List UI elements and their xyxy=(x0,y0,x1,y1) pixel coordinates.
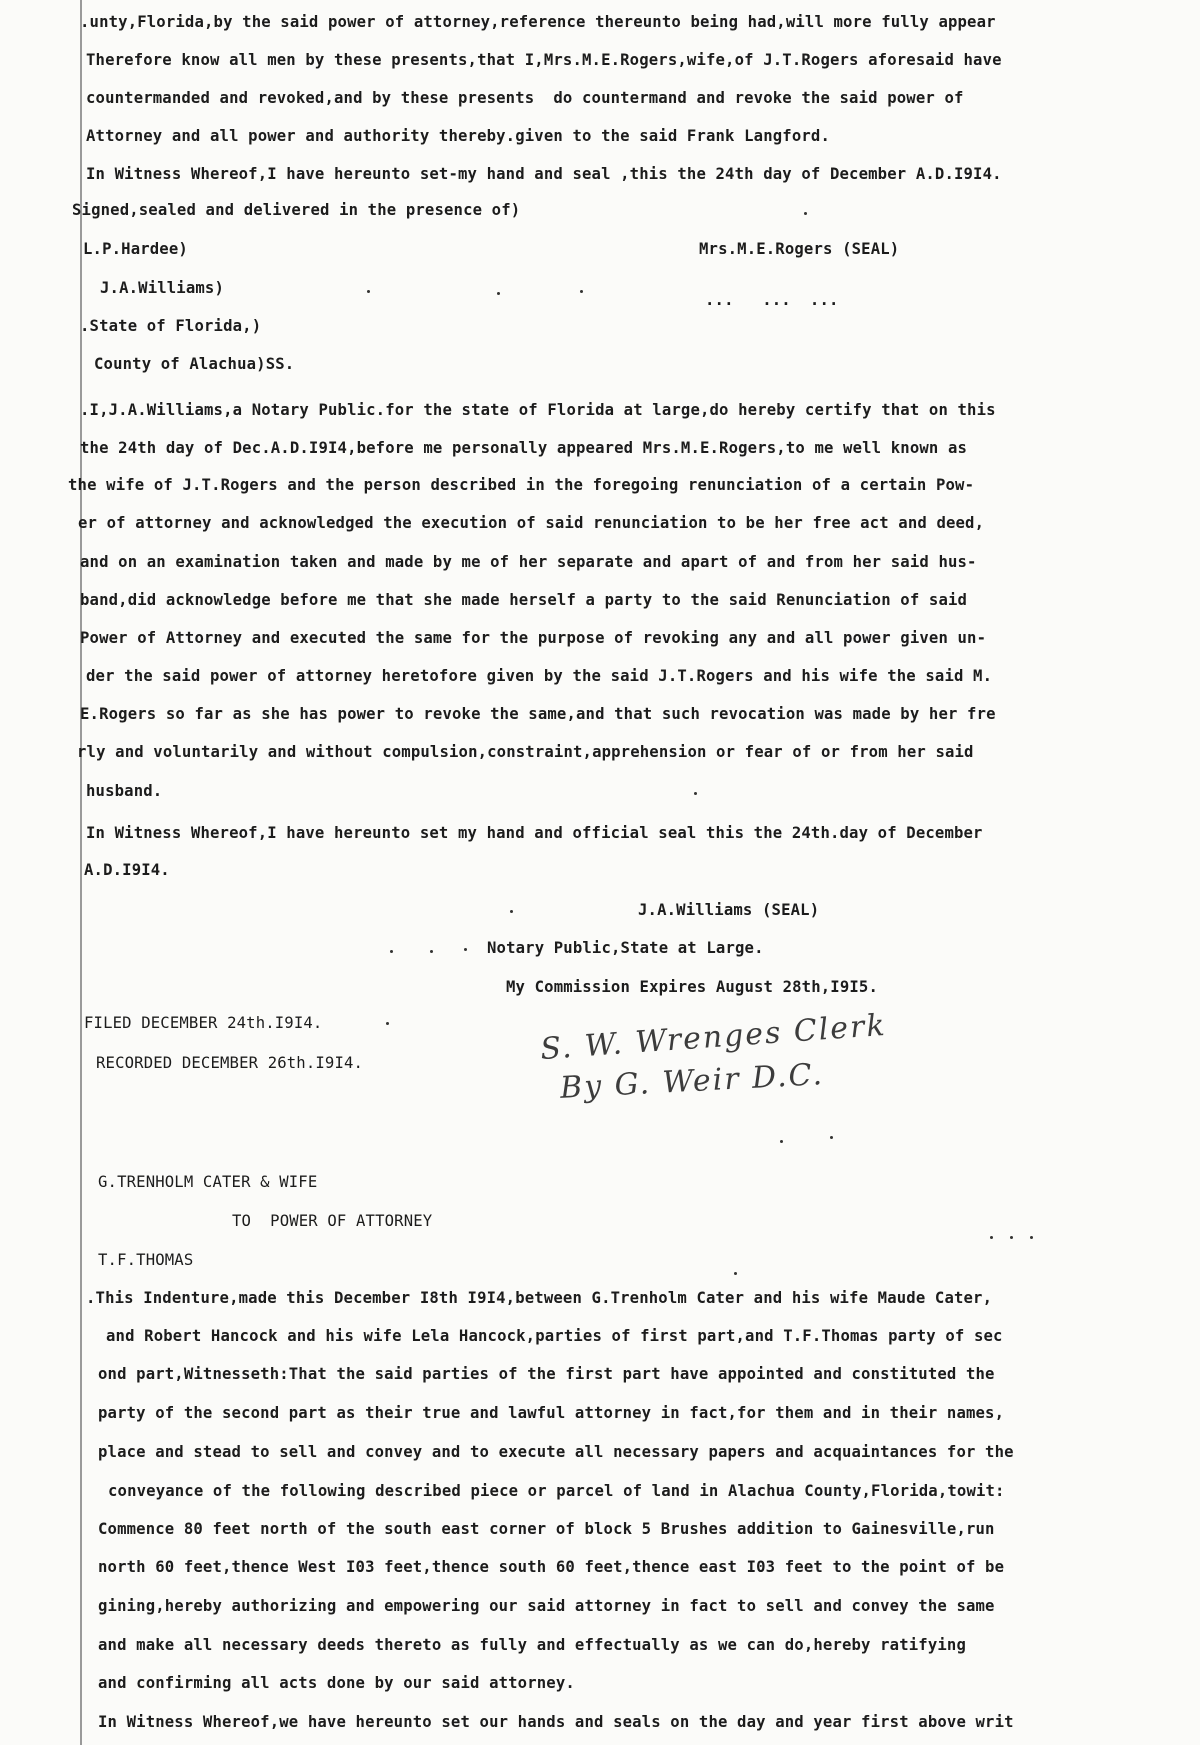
acknowledgment-line-8: der the said power of attorney heretofore given by the said J.T.Rogers and his wife the said M. xyxy=(86,667,993,685)
ink-speck xyxy=(1010,1236,1013,1239)
indenture-line-8: north 60 feet,thence West I03 feet,thence south 60 feet,thence east I03 feet to the point of be xyxy=(98,1558,1005,1576)
ink-speck xyxy=(386,1022,389,1025)
ink-speck xyxy=(367,290,370,293)
indenture-line-3: ond part,Witnesseth:That the said parties of the first part have appointed and constituted the xyxy=(98,1365,995,1383)
ink-speck xyxy=(780,1140,783,1143)
ink-speck xyxy=(390,950,393,953)
acknowledgment-line-4: er of attorney and acknowledged the execution of said renunciation to be her free act and deed, xyxy=(78,514,985,532)
grantee-heading: T.F.THOMAS xyxy=(98,1251,194,1269)
recorded-stamp: RECORDED DECEMBER 26th.I9I4. xyxy=(96,1054,364,1072)
acknowledgment-line-5: and on an examination taken and made by me of her separate and apart of and from her said hus- xyxy=(80,553,977,571)
acknowledgment-witness-clause: In Witness Whereof,I have hereunto set my hand and official seal this the 24th.day of December xyxy=(86,824,983,842)
acknowledgment-line-9: E.Rogers so far as she has power to revoke the same,and that such revocation was made by her fre xyxy=(80,705,996,723)
ink-speck xyxy=(464,948,467,951)
indenture-line-9: gining,hereby authorizing and empowering our said attorney in fact to sell and convey the same xyxy=(98,1597,995,1615)
acknowledgment-witness-date: A.D.I9I4. xyxy=(84,861,170,879)
indenture-line-11: and confirming all acts done by our said attorney. xyxy=(98,1674,575,1692)
indenture-line-5: place and stead to sell and convey and to execute all necessary papers and acquaintances for the xyxy=(98,1443,1014,1461)
ink-speck xyxy=(430,950,433,953)
revocation-line-3: countermanded and revoked,and by these presents do countermand and revoke the said power of xyxy=(86,89,964,107)
revocation-signature: Mrs.M.E.Rogers (SEAL) xyxy=(699,240,900,258)
revocation-presence-line: Signed,sealed and delivered in the presence of) xyxy=(72,201,521,219)
deputy-clerk-signature: By G. Weir D.C. xyxy=(559,1057,825,1106)
notary-signature: J.A.Williams (SEAL) xyxy=(638,901,820,919)
acknowledgment-line-2: the 24th day of Dec.A.D.I9I4,before me personally appeared Mrs.M.E.Rogers,to me well known as xyxy=(80,439,968,457)
clerk-signature: S. W. Wrenges Clerk xyxy=(539,1007,888,1068)
acknowledgment-line-1: .I,J.A.Williams,a Notary Public.for the state of Florida at large,do hereby certify that on this xyxy=(80,401,996,419)
ink-speck xyxy=(694,792,697,795)
filed-stamp: FILED DECEMBER 24th.I9I4. xyxy=(84,1014,323,1032)
notary-title: Notary Public,State at Large. xyxy=(487,939,764,957)
acknowledgment-line-6: band,did acknowledge before me that she made herself a party to the said Renunciation of said xyxy=(80,591,968,609)
ink-speck xyxy=(804,212,807,215)
indenture-line-4: party of the second part as their true and lawful attorney in fact,for them and in their names, xyxy=(98,1404,1005,1422)
ink-speck xyxy=(497,292,500,295)
ink-speck xyxy=(1030,1236,1033,1239)
revocation-line-4: Attorney and all power and authority thereby.given to the said Frank Langford. xyxy=(86,127,830,145)
notary-commission: My Commission Expires August 28th,I9I5. xyxy=(506,978,878,996)
ink-speck xyxy=(734,1272,737,1275)
indenture-line-1: .This Indenture,made this December I8th I9I4,between G.Trenholm Cater and his wife Maude Cater, xyxy=(86,1289,993,1307)
ink-speck xyxy=(510,910,513,913)
acknowledgment-line-3: the wife of J.T.Rogers and the person described in the foregoing renunciation of a certain Pow- xyxy=(68,476,975,494)
acknowledgment-line-7: Power of Attorney and executed the same for the purpose of revoking any and all power given un- xyxy=(80,629,987,647)
indenture-line-2: and Robert Hancock and his wife Lela Hancock,parties of first part,and T.F.Thomas party of sec xyxy=(106,1327,1003,1345)
revocation-witness-2: J.A.Williams) xyxy=(100,279,224,297)
revocation-line-2: Therefore know all men by these presents,that I,Mrs.M.E.Rogers,wife,of J.T.Rogers aforesaid have xyxy=(86,51,1002,69)
ink-speck xyxy=(580,290,583,293)
instrument-type-heading: TO POWER OF ATTORNEY xyxy=(232,1212,433,1230)
revocation-witness-clause: In Witness Whereof,I have hereunto set-my hand and seal ,this the 24th day of December A.D.I9I4. xyxy=(86,165,1002,183)
indenture-line-10: and make all necessary deeds thereto as fully and effectually as we can do,hereby ratifying xyxy=(98,1636,966,1654)
acknowledgment-line-10: rly and voluntarily and without compulsion,constraint,apprehension or fear of or from her said xyxy=(77,743,974,761)
venue-county: County of Alachua)SS. xyxy=(94,355,295,373)
indenture-line-6: conveyance of the following described piece or parcel of land in Alachua County,Florida,towit: xyxy=(108,1482,1005,1500)
grantor-heading: G.TRENHOLM CATER & WIFE xyxy=(98,1173,318,1191)
acknowledgment-line-11: husband. xyxy=(86,782,163,800)
page-margin-rule xyxy=(80,0,82,1745)
indenture-line-7: Commence 80 feet north of the south east corner of block 5 Brushes addition to Gainesville,run xyxy=(98,1520,995,1538)
venue-state: .State of Florida,) xyxy=(80,317,262,335)
indenture-line-12: In Witness Whereof,we have hereunto set our hands and seals on the day and year first above writ xyxy=(98,1713,1014,1731)
revocation-signature-dots: ... ... ... xyxy=(705,291,839,309)
revocation-witness-1: L.P.Hardee) xyxy=(83,240,188,258)
revocation-line-1: .unty,Florida,by the said power of attorney,reference thereunto being had,will more fully appear xyxy=(80,13,996,31)
ink-speck xyxy=(990,1236,993,1239)
ink-speck xyxy=(830,1136,833,1139)
